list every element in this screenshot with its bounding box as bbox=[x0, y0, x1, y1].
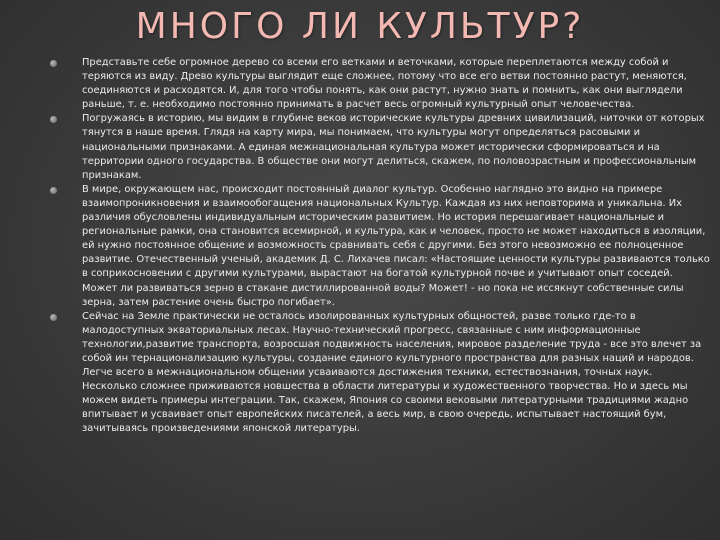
bullet-item-2 bbox=[46, 112, 710, 182]
bullet-item-3 bbox=[46, 183, 710, 310]
bullet-dot-icon bbox=[50, 187, 57, 194]
bullet-dot-icon bbox=[50, 116, 57, 123]
bullet-list bbox=[46, 56, 710, 437]
bullet-item-1 bbox=[46, 56, 710, 112]
bullet-text: В мире, окружающем нас, происходит постоянный диалог культур. Особенно наглядно это видно на примере взаимопроникновения и взаимообогащения национальных Культур. Каждая из них неповторима и уникальна. Их различия обусловлены индивидуальным историческим развитием. Но история перешагивает национальные и региональные рамки, она становится всемирной, и культура, как и человек, просто не может находиться в изоляции, ей нужно постоянное общение и возможность сравнивать себя с другими. Без этого невозможно ее полноценное развитие. Отечественный ученый, академик Д. С. Лихачев писал: «Настоящие ценности культуры развиваются только в соприкосновении с другими культурами, вырастают на богатой культурной почве и учитывают опыт соседей. Может ли развиваться зерно в стакане дистиллированной воды? Может! - но пока не иссякнут собственные силы зерна, затем растение очень быстро погибает». bbox=[82, 183, 710, 308]
bullet-text: Погружаясь в историю, мы видим в глубине веков исторические культуры древних цивилизаций, ниточки от которых тянутся в наше время. Глядя на карту мира, мы понимаем, что культуры могут определяться расовыми и национальными признаками. А единая межнациональная культура может исторически сформироваться и на территории одного государства. В обществе они могут делиться, скажем, по половозрастным и профессиональным признакам. bbox=[82, 113, 705, 181]
bullet-dot-icon bbox=[50, 60, 57, 67]
bullet-item-4 bbox=[46, 310, 710, 437]
slide-title: МНОГО ЛИ КУЛЬТУР? bbox=[135, 6, 585, 47]
bullet-dot-icon bbox=[50, 314, 57, 321]
bullet-text: Представьте себе огромное дерево со всеми его ветками и веточками, которые переплетаются между собой и теряются из виду. Древо культуры выглядит еще сложнее, потому что все его ветви постоянно растут, меняются, соединяются и расходятся. И, для того чтобы понять, как они растут, нужно знать и помнить, как они выглядели раньше, т. е. необходимо постоянно принимать в расчет весь огромный культурный опыт человечества. bbox=[82, 57, 687, 111]
bullet-text: Сейчас на Земле практически не осталось изолированных культурных общностей, разве только где-то в малодоступных экваториальных лесах. Научно-технический прогресс, связанные с ним информационные технологии,развитие транспорта, возросшая подвижность населения, мировое разделение труда - все это влечет за собой ин тернационализацию культуры, создание единого культурного пространства для разных наций и народов. Легче всего в межнациональном общении усваиваются достижения техники, естествознания, точных наук. Несколько сложнее приживаются новшества в области литературы и художественного творчества. Но и здесь мы можем видеть примеры интеграции. Так, скажем, Япония со своими вековыми литературными традициями жадно впитывает и усваивает опыт европейских писателей, а весь мир, в свою очередь, испытывает настоящий бум, зачитываясь произведениями японской литературы. bbox=[82, 310, 702, 435]
